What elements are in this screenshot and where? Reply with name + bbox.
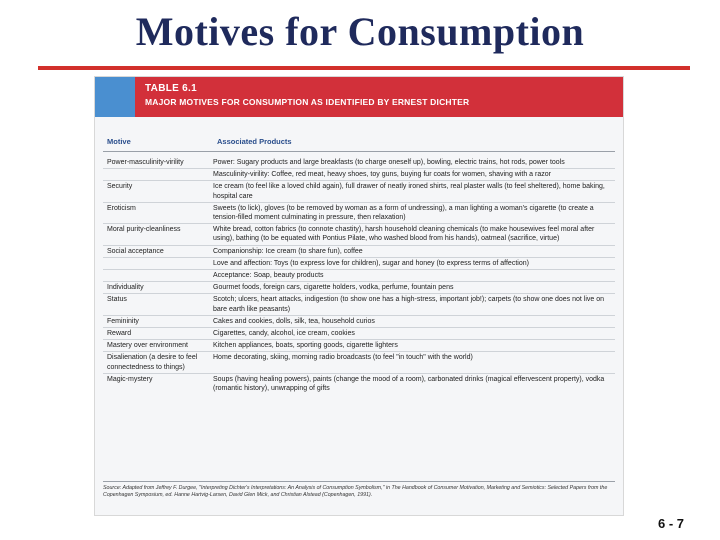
table-row — [103, 270, 615, 282]
motive-cell: Security — [107, 183, 133, 191]
motive-cell: Eroticism — [107, 204, 136, 212]
column-header-motive: Motive — [107, 137, 131, 146]
table-row — [103, 374, 615, 394]
products-cell: Love and affection: Toys (to express love for children), sugar and honey (to express terms of affection) — [213, 259, 529, 267]
motive-cell: Status — [107, 296, 127, 304]
table-row — [103, 246, 615, 258]
table-6-1 — [94, 76, 624, 516]
motive-cell — [103, 259, 213, 268]
products-cell: Soups (having healing powers), paints (change the mood of a room), carbonated drinks (magical effervescent property), vodka (romantic history), unwrapping of gifts — [213, 375, 605, 393]
header-accent-block — [95, 77, 135, 117]
header-divider — [103, 151, 615, 152]
products-cell: Masculinity-virility: Coffee, red meat, heavy shoes, toy guns, buying fur coats for women, shaving with a razor — [213, 171, 551, 179]
table-row — [103, 157, 615, 169]
products-cell: Kitchen appliances, boats, sporting goods, cigarette lighters — [213, 342, 398, 350]
table-row — [103, 352, 615, 373]
table-caption: MAJOR MOTIVES FOR CONSUMPTION AS IDENTIFIED BY ERNEST DICHTER — [145, 97, 470, 107]
column-header-products: Associated Products — [217, 137, 292, 146]
title-divider — [38, 66, 690, 70]
table-row — [103, 340, 615, 352]
motive-cell: Mastery over environment — [107, 342, 188, 350]
table-number: TABLE 6.1 — [145, 83, 197, 94]
products-cell: Ice cream (to feel like a loved child again), full drawer of neatly ironed shirts, real plaster walls (to feel sheltered), home baking, hospital care — [213, 183, 605, 200]
table-header-band — [95, 77, 623, 117]
table-body — [103, 157, 615, 394]
table-row — [103, 181, 615, 202]
motive-cell: Social acceptance — [107, 247, 164, 255]
motive-cell: Power-masculinity-virility — [107, 159, 184, 166]
products-cell: White bread, cotton fabrics (to connote chastity), harsh household cleaning chemicals (to make housewives feel moral after using), bathing (to be equated with Pontius Pilate, who washed blood from his hands), oatmeal (sacrifice, virtue) — [213, 226, 595, 243]
motive-cell: Moral purity-cleanliness — [107, 226, 181, 234]
table-row — [103, 224, 615, 245]
source-divider — [103, 481, 615, 482]
table-row — [103, 258, 615, 270]
products-cell: Gourmet foods, foreign cars, cigarette holders, vodka, perfume, fountain pens — [213, 284, 454, 292]
page-number: 6 - 7 — [657, 516, 684, 531]
table-row — [103, 203, 615, 224]
motive-cell: Femininity — [107, 317, 139, 325]
products-cell: Acceptance: Soap, beauty products — [213, 272, 324, 280]
table-row — [103, 169, 615, 181]
table-row — [103, 316, 615, 328]
table-row — [103, 294, 615, 315]
motive-cell: Magic-mystery — [107, 375, 153, 383]
products-cell: Companionship: Ice cream (to share fun), coffee — [213, 247, 363, 255]
products-cell: Home decorating, skiing, morning radio broadcasts (to feel "in touch" with the world) — [213, 354, 473, 362]
table-row — [103, 328, 615, 340]
motive-cell: Disalienation (a desire to feel connectedness to things) — [107, 354, 198, 371]
motive-cell: Reward — [107, 330, 132, 338]
table-row — [103, 282, 615, 294]
products-cell: Cakes and cookies, dolls, silk, tea, household curios — [213, 317, 375, 325]
motive-cell: Individuality — [107, 284, 144, 292]
slide-title: Motives for Consumption — [135, 9, 585, 54]
table-source-note: Source: Adapted from Jeffrey F. Durgee, "Interpreting Dichter's Interpretations: An Analysis of Consumption Symbolism," in The Handbook of Consumer Motivation, Marketing and Semiotics: Selected Papers from the Copenhagen Symposium, ed. Hanne Hartvig-Larsen, David Glen Mick, and Christian Alstead (Copenhagen, 1991). — [103, 485, 608, 498]
products-cell: Sweets (to lick), gloves (to be removed by woman as a form of undressing), a man lighting a woman's cigarette (to create a tension-filled moment culminating in pressure, then relaxation) — [213, 204, 594, 222]
products-cell: Cigarettes, candy, alcohol, ice cream, cookies — [213, 330, 355, 338]
motive-cell — [103, 170, 213, 179]
products-cell: Scotch; ulcers, heart attacks, indigestion (to show one has a high-stress, important job!); carpets (to show one does not live on bare earth like peasants) — [213, 296, 605, 313]
motive-cell — [103, 271, 213, 280]
products-cell: Power: Sugary products and large breakfasts (to charge oneself up), bowling, electric trains, hot rods, power tools — [213, 159, 565, 166]
